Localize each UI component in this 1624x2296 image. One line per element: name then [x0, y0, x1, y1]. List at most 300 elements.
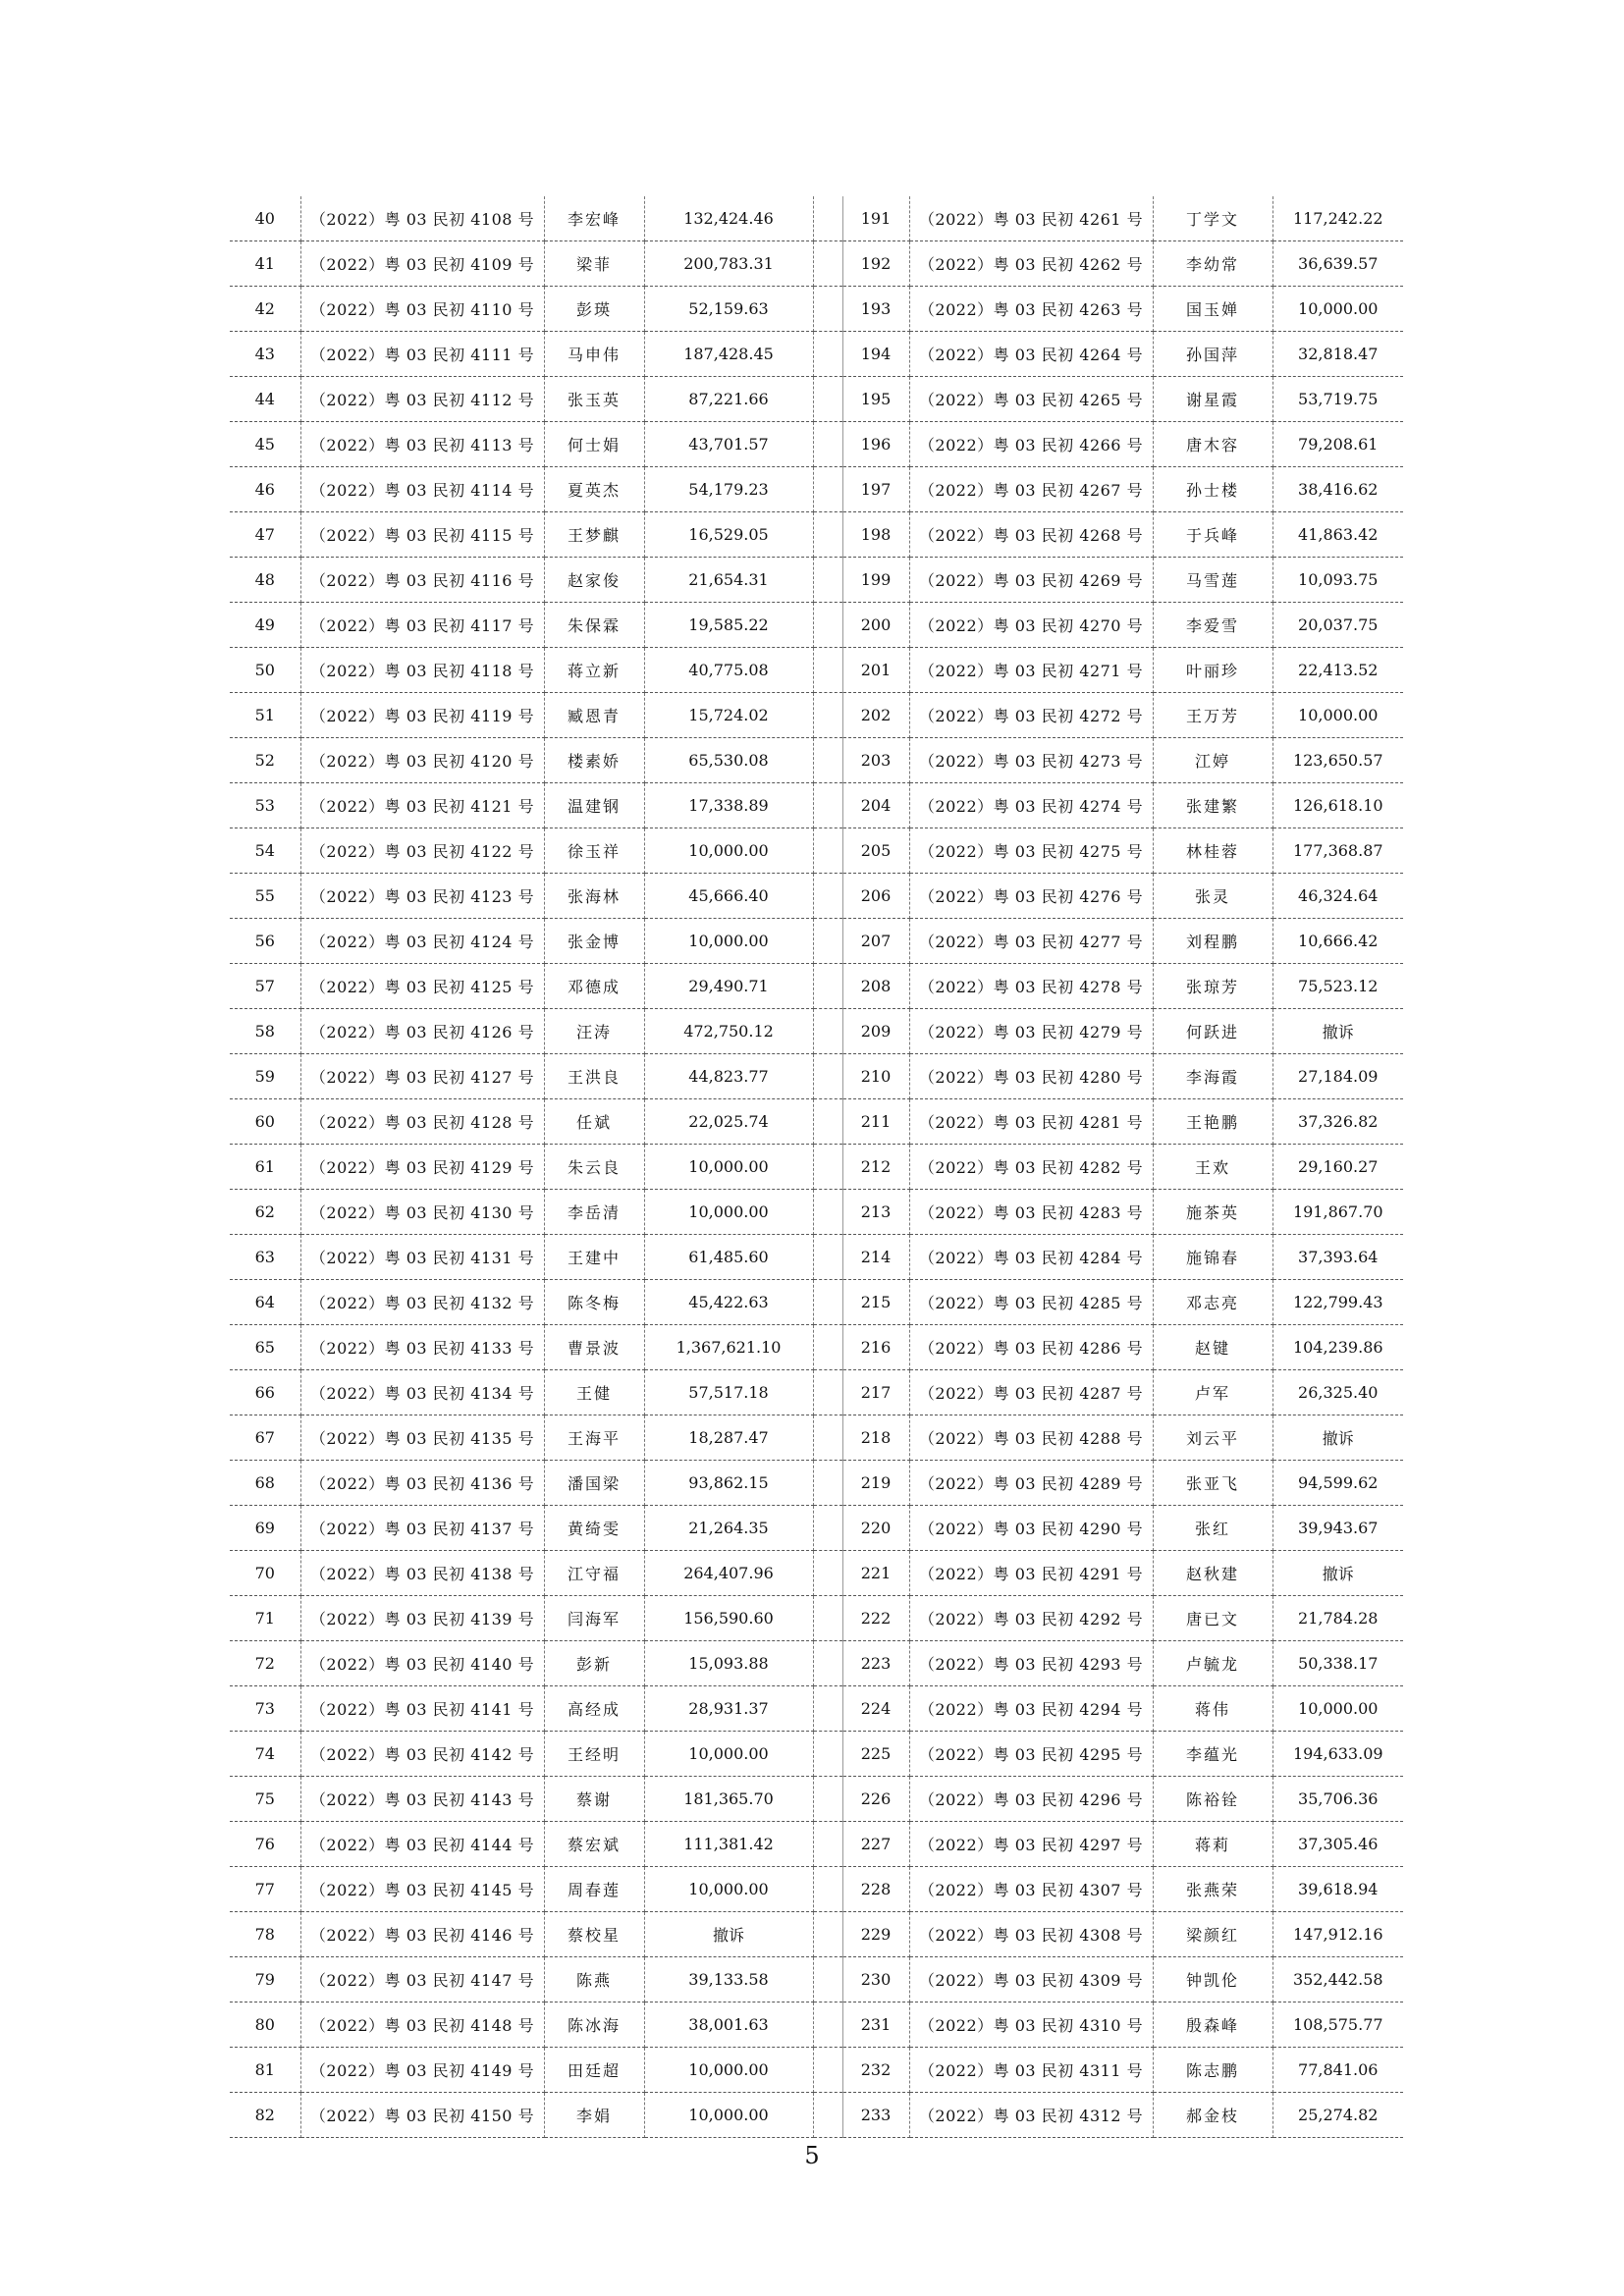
amount-left: 87,221.66 [644, 377, 813, 422]
row-number-right: 229 [842, 1912, 909, 1957]
party-name-right: 于兵峰 [1153, 512, 1272, 558]
party-name-left: 陈燕 [544, 1957, 644, 2002]
party-name-left: 张玉英 [544, 377, 644, 422]
case-number-left: （2022）粤 03 民初 4136 号 [300, 1461, 544, 1506]
row-number-right: 227 [842, 1822, 909, 1867]
column-gap [813, 1777, 842, 1822]
row-number-left: 78 [230, 1912, 300, 1957]
row-number-left: 62 [230, 1190, 300, 1235]
case-number-left: （2022）粤 03 民初 4146 号 [300, 1912, 544, 1957]
table-row [230, 1506, 1403, 1551]
case-number-left: （2022）粤 03 民初 4114 号 [300, 467, 544, 512]
case-number-right: （2022）粤 03 民初 4283 号 [909, 1190, 1153, 1235]
case-number-right: （2022）粤 03 民初 4311 号 [909, 2048, 1153, 2093]
column-gap [813, 1822, 842, 1867]
party-name-right: 卢毓龙 [1153, 1641, 1272, 1686]
case-number-left: （2022）粤 03 民初 4145 号 [300, 1867, 544, 1912]
row-number-left: 67 [230, 1415, 300, 1461]
amount-left: 10,000.00 [644, 1145, 813, 1190]
party-name-left: 王梦麒 [544, 512, 644, 558]
party-name-left: 朱保霖 [544, 603, 644, 648]
row-number-left: 80 [230, 2002, 300, 2048]
case-number-right: （2022）粤 03 民初 4271 号 [909, 648, 1153, 693]
row-number-left: 68 [230, 1461, 300, 1506]
amount-right: 29,160.27 [1272, 1145, 1403, 1190]
amount-right: 22,413.52 [1272, 648, 1403, 693]
table-row [230, 1822, 1403, 1867]
table-row [230, 828, 1403, 874]
party-name-right: 郝金枝 [1153, 2093, 1272, 2138]
column-gap [813, 241, 842, 287]
case-number-right: （2022）粤 03 民初 4284 号 [909, 1235, 1153, 1280]
amount-left: 61,485.60 [644, 1235, 813, 1280]
party-name-left: 彭瑛 [544, 287, 644, 332]
case-number-right: （2022）粤 03 民初 4297 号 [909, 1822, 1153, 1867]
case-number-left: （2022）粤 03 民初 4138 号 [300, 1551, 544, 1596]
table-row [230, 2002, 1403, 2048]
row-number-left: 55 [230, 874, 300, 919]
party-name-right: 张建繁 [1153, 783, 1272, 828]
case-number-right: （2022）粤 03 民初 4268 号 [909, 512, 1153, 558]
column-gap [813, 2002, 842, 2048]
row-number-right: 220 [842, 1506, 909, 1551]
row-number-right: 232 [842, 2048, 909, 2093]
column-gap [813, 1325, 842, 1370]
party-name-left: 温建钢 [544, 783, 644, 828]
row-number-left: 64 [230, 1280, 300, 1325]
table-row [230, 377, 1403, 422]
table-row [230, 558, 1403, 603]
row-number-right: 199 [842, 558, 909, 603]
party-name-right: 钟凯伦 [1153, 1957, 1272, 2002]
column-gap [813, 512, 842, 558]
case-number-left: （2022）粤 03 民初 4113 号 [300, 422, 544, 467]
column-gap [813, 332, 842, 377]
party-name-left: 陈冬梅 [544, 1280, 644, 1325]
row-number-right: 219 [842, 1461, 909, 1506]
case-number-right: （2022）粤 03 民初 4288 号 [909, 1415, 1153, 1461]
case-number-right: （2022）粤 03 民初 4278 号 [909, 964, 1153, 1009]
amount-left: 65,530.08 [644, 738, 813, 783]
row-number-right: 198 [842, 512, 909, 558]
party-name-left: 楼素娇 [544, 738, 644, 783]
row-number-right: 209 [842, 1009, 909, 1054]
amount-right: 46,324.64 [1272, 874, 1403, 919]
row-number-left: 61 [230, 1145, 300, 1190]
amount-right: 104,239.86 [1272, 1325, 1403, 1370]
party-name-left: 王健 [544, 1370, 644, 1415]
table-row [230, 2093, 1403, 2138]
case-number-right: （2022）粤 03 民初 4262 号 [909, 241, 1153, 287]
table-row [230, 1415, 1403, 1461]
row-number-right: 231 [842, 2002, 909, 2048]
amount-right: 53,719.75 [1272, 377, 1403, 422]
case-number-left: （2022）粤 03 民初 4132 号 [300, 1280, 544, 1325]
column-gap [813, 2048, 842, 2093]
table-row [230, 332, 1403, 377]
column-gap [813, 693, 842, 738]
table-row [230, 1190, 1403, 1235]
amount-left: 57,517.18 [644, 1370, 813, 1415]
case-number-right: （2022）粤 03 民初 4294 号 [909, 1686, 1153, 1732]
table-row [230, 1686, 1403, 1732]
amount-left: 22,025.74 [644, 1099, 813, 1145]
case-number-left: （2022）粤 03 民初 4117 号 [300, 603, 544, 648]
case-number-right: （2022）粤 03 民初 4261 号 [909, 196, 1153, 241]
case-number-right: （2022）粤 03 民初 4307 号 [909, 1867, 1153, 1912]
row-number-left: 74 [230, 1732, 300, 1777]
party-name-left: 何士娟 [544, 422, 644, 467]
case-number-left: （2022）粤 03 民初 4125 号 [300, 964, 544, 1009]
case-number-left: （2022）粤 03 民初 4111 号 [300, 332, 544, 377]
column-gap [813, 1461, 842, 1506]
table-row [230, 1732, 1403, 1777]
table-row [230, 648, 1403, 693]
row-number-left: 57 [230, 964, 300, 1009]
row-number-right: 230 [842, 1957, 909, 2002]
amount-left: 21,264.35 [644, 1506, 813, 1551]
party-name-left: 蔡校星 [544, 1912, 644, 1957]
party-name-right: 王欢 [1153, 1145, 1272, 1190]
table-row [230, 603, 1403, 648]
case-number-right: （2022）粤 03 民初 4281 号 [909, 1099, 1153, 1145]
row-number-right: 194 [842, 332, 909, 377]
column-gap [813, 1415, 842, 1461]
party-name-left: 朱云良 [544, 1145, 644, 1190]
party-name-right: 国玉婵 [1153, 287, 1272, 332]
case-number-left: （2022）粤 03 民初 4109 号 [300, 241, 544, 287]
case-number-left: （2022）粤 03 民初 4118 号 [300, 648, 544, 693]
table-row [230, 287, 1403, 332]
amount-left: 10,000.00 [644, 2048, 813, 2093]
amount-right: 10,093.75 [1272, 558, 1403, 603]
amount-left: 17,338.89 [644, 783, 813, 828]
table-row [230, 1325, 1403, 1370]
case-number-right: （2022）粤 03 民初 4308 号 [909, 1912, 1153, 1957]
column-gap [813, 1506, 842, 1551]
case-number-left: （2022）粤 03 民初 4141 号 [300, 1686, 544, 1732]
row-number-right: 196 [842, 422, 909, 467]
amount-left: 28,931.37 [644, 1686, 813, 1732]
row-number-right: 223 [842, 1641, 909, 1686]
case-number-left: （2022）粤 03 民初 4134 号 [300, 1370, 544, 1415]
party-name-left: 田廷超 [544, 2048, 644, 2093]
case-number-left: （2022）粤 03 民初 4124 号 [300, 919, 544, 964]
party-name-right: 李蕴光 [1153, 1732, 1272, 1777]
amount-left: 10,000.00 [644, 828, 813, 874]
party-name-right: 王艳鹏 [1153, 1099, 1272, 1145]
party-name-right: 刘程鹏 [1153, 919, 1272, 964]
party-name-right: 何跃进 [1153, 1009, 1272, 1054]
table-row [230, 1009, 1403, 1054]
table-row [230, 1777, 1403, 1822]
table-row [230, 1912, 1403, 1957]
party-name-left: 张金博 [544, 919, 644, 964]
row-number-left: 76 [230, 1822, 300, 1867]
row-number-left: 75 [230, 1777, 300, 1822]
party-name-left: 王洪良 [544, 1054, 644, 1099]
case-number-right: （2022）粤 03 民初 4279 号 [909, 1009, 1153, 1054]
row-number-left: 66 [230, 1370, 300, 1415]
party-name-right: 孙士楼 [1153, 467, 1272, 512]
row-number-right: 214 [842, 1235, 909, 1280]
party-name-left: 汪涛 [544, 1009, 644, 1054]
party-name-right: 李爱雪 [1153, 603, 1272, 648]
row-number-right: 224 [842, 1686, 909, 1732]
party-name-right: 张红 [1153, 1506, 1272, 1551]
case-number-left: （2022）粤 03 民初 4126 号 [300, 1009, 544, 1054]
party-name-right: 蒋莉 [1153, 1822, 1272, 1867]
case-number-left: （2022）粤 03 民初 4116 号 [300, 558, 544, 603]
row-number-right: 225 [842, 1732, 909, 1777]
party-name-right: 李海霞 [1153, 1054, 1272, 1099]
case-number-left: （2022）粤 03 民初 4133 号 [300, 1325, 544, 1370]
column-gap [813, 964, 842, 1009]
amount-right: 32,818.47 [1272, 332, 1403, 377]
row-number-left: 52 [230, 738, 300, 783]
table-row [230, 1235, 1403, 1280]
party-name-right: 马雪莲 [1153, 558, 1272, 603]
party-name-right: 殷森峰 [1153, 2002, 1272, 2048]
amount-right: 191,867.70 [1272, 1190, 1403, 1235]
amount-left: 21,654.31 [644, 558, 813, 603]
row-number-right: 208 [842, 964, 909, 1009]
case-number-right: （2022）粤 03 民初 4282 号 [909, 1145, 1153, 1190]
row-number-right: 205 [842, 828, 909, 874]
column-gap [813, 422, 842, 467]
party-name-right: 林桂蓉 [1153, 828, 1272, 874]
amount-right: 75,523.12 [1272, 964, 1403, 1009]
column-gap [813, 196, 842, 241]
amount-right: 37,305.46 [1272, 1822, 1403, 1867]
amount-right: 27,184.09 [1272, 1054, 1403, 1099]
case-number-left: （2022）粤 03 民初 4122 号 [300, 828, 544, 874]
page-number: 5 [804, 2142, 820, 2169]
party-name-right: 施茶英 [1153, 1190, 1272, 1235]
amount-left: 10,000.00 [644, 2093, 813, 2138]
column-gap [813, 603, 842, 648]
amount-right: 123,650.57 [1272, 738, 1403, 783]
row-number-left: 79 [230, 1957, 300, 2002]
column-gap [813, 1099, 842, 1145]
row-number-right: 221 [842, 1551, 909, 1596]
case-number-right: （2022）粤 03 民初 4274 号 [909, 783, 1153, 828]
amount-right: 撤诉 [1272, 1009, 1403, 1054]
column-gap [813, 1686, 842, 1732]
case-number-left: （2022）粤 03 民初 4123 号 [300, 874, 544, 919]
amount-left: 38,001.63 [644, 2002, 813, 2048]
row-number-left: 58 [230, 1009, 300, 1054]
column-gap [813, 1912, 842, 1957]
row-number-right: 203 [842, 738, 909, 783]
row-number-left: 47 [230, 512, 300, 558]
case-number-right: （2022）粤 03 民初 4265 号 [909, 377, 1153, 422]
amount-right: 39,618.94 [1272, 1867, 1403, 1912]
row-number-right: 218 [842, 1415, 909, 1461]
row-number-right: 226 [842, 1777, 909, 1822]
case-number-left: （2022）粤 03 民初 4129 号 [300, 1145, 544, 1190]
column-gap [813, 1957, 842, 2002]
row-number-left: 71 [230, 1596, 300, 1641]
column-gap [813, 1009, 842, 1054]
amount-left: 52,159.63 [644, 287, 813, 332]
case-number-left: （2022）粤 03 民初 4110 号 [300, 287, 544, 332]
case-number-right: （2022）粤 03 民初 4276 号 [909, 874, 1153, 919]
party-name-left: 潘国梁 [544, 1461, 644, 1506]
column-gap [813, 1054, 842, 1099]
amount-left: 54,179.23 [644, 467, 813, 512]
column-gap [813, 2093, 842, 2138]
row-number-left: 56 [230, 919, 300, 964]
case-number-left: （2022）粤 03 民初 4130 号 [300, 1190, 544, 1235]
row-number-left: 51 [230, 693, 300, 738]
party-name-right: 孙国萍 [1153, 332, 1272, 377]
column-gap [813, 1370, 842, 1415]
party-name-right: 叶丽珍 [1153, 648, 1272, 693]
amount-right: 35,706.36 [1272, 1777, 1403, 1822]
amount-right: 37,393.64 [1272, 1235, 1403, 1280]
amount-right: 77,841.06 [1272, 2048, 1403, 2093]
party-name-left: 夏英杰 [544, 467, 644, 512]
party-name-right: 李幼常 [1153, 241, 1272, 287]
row-number-left: 42 [230, 287, 300, 332]
case-number-right: （2022）粤 03 民初 4270 号 [909, 603, 1153, 648]
case-number-left: （2022）粤 03 民初 4127 号 [300, 1054, 544, 1099]
amount-left: 187,428.45 [644, 332, 813, 377]
amount-right: 79,208.61 [1272, 422, 1403, 467]
case-number-left: （2022）粤 03 民初 4142 号 [300, 1732, 544, 1777]
table-row [230, 1641, 1403, 1686]
amount-left: 156,590.60 [644, 1596, 813, 1641]
case-number-right: （2022）粤 03 民初 4280 号 [909, 1054, 1153, 1099]
row-number-left: 53 [230, 783, 300, 828]
column-gap [813, 287, 842, 332]
row-number-left: 60 [230, 1099, 300, 1145]
row-number-right: 213 [842, 1190, 909, 1235]
row-number-right: 212 [842, 1145, 909, 1190]
case-number-left: （2022）粤 03 民初 4121 号 [300, 783, 544, 828]
party-name-left: 王建中 [544, 1235, 644, 1280]
amount-left: 132,424.46 [644, 196, 813, 241]
party-name-right: 陈志鹏 [1153, 2048, 1272, 2093]
amount-right: 20,037.75 [1272, 603, 1403, 648]
party-name-left: 江守福 [544, 1551, 644, 1596]
amount-right: 10,666.42 [1272, 919, 1403, 964]
column-gap [813, 467, 842, 512]
party-name-right: 王万芳 [1153, 693, 1272, 738]
amount-left: 264,407.96 [644, 1551, 813, 1596]
case-number-left: （2022）粤 03 民初 4112 号 [300, 377, 544, 422]
party-name-right: 唐木容 [1153, 422, 1272, 467]
amount-left: 10,000.00 [644, 1867, 813, 1912]
row-number-left: 48 [230, 558, 300, 603]
amount-left: 10,000.00 [644, 1190, 813, 1235]
column-gap [813, 783, 842, 828]
table-row [230, 1957, 1403, 2002]
party-name-left: 高经成 [544, 1686, 644, 1732]
amount-left: 111,381.42 [644, 1822, 813, 1867]
row-number-left: 70 [230, 1551, 300, 1596]
party-name-left: 黄绮雯 [544, 1506, 644, 1551]
case-number-left: （2022）粤 03 民初 4135 号 [300, 1415, 544, 1461]
table-row [230, 1551, 1403, 1596]
column-gap [813, 828, 842, 874]
table-row [230, 783, 1403, 828]
row-number-right: 193 [842, 287, 909, 332]
case-number-right: （2022）粤 03 民初 4296 号 [909, 1777, 1153, 1822]
amount-right: 126,618.10 [1272, 783, 1403, 828]
party-name-left: 张海林 [544, 874, 644, 919]
amount-left: 93,862.15 [644, 1461, 813, 1506]
table-row [230, 738, 1403, 783]
row-number-left: 40 [230, 196, 300, 241]
party-name-left: 陈冰海 [544, 2002, 644, 2048]
row-number-right: 202 [842, 693, 909, 738]
row-number-right: 217 [842, 1370, 909, 1415]
case-number-left: （2022）粤 03 民初 4150 号 [300, 2093, 544, 2138]
party-name-right: 张琼芳 [1153, 964, 1272, 1009]
party-name-right: 梁颜红 [1153, 1912, 1272, 1957]
party-name-left: 任斌 [544, 1099, 644, 1145]
party-name-left: 王经明 [544, 1732, 644, 1777]
row-number-right: 206 [842, 874, 909, 919]
amount-left: 29,490.71 [644, 964, 813, 1009]
amount-right: 38,416.62 [1272, 467, 1403, 512]
table-row [230, 919, 1403, 964]
amount-right: 50,338.17 [1272, 1641, 1403, 1686]
row-number-left: 77 [230, 1867, 300, 1912]
party-name-right: 张灵 [1153, 874, 1272, 919]
case-number-right: （2022）粤 03 民初 4287 号 [909, 1370, 1153, 1415]
case-number-left: （2022）粤 03 民初 4147 号 [300, 1957, 544, 2002]
amount-right: 108,575.77 [1272, 2002, 1403, 2048]
party-name-right: 张亚飞 [1153, 1461, 1272, 1506]
party-name-right: 刘云平 [1153, 1415, 1272, 1461]
row-number-right: 222 [842, 1596, 909, 1641]
amount-right: 25,274.82 [1272, 2093, 1403, 2138]
party-name-left: 徐玉祥 [544, 828, 644, 874]
column-gap [813, 874, 842, 919]
party-name-left: 邓德成 [544, 964, 644, 1009]
column-gap [813, 738, 842, 783]
case-number-left: （2022）粤 03 民初 4149 号 [300, 2048, 544, 2093]
table-row [230, 196, 1403, 241]
case-number-right: （2022）粤 03 民初 4286 号 [909, 1325, 1153, 1370]
case-number-right: （2022）粤 03 民初 4285 号 [909, 1280, 1153, 1325]
row-number-left: 59 [230, 1054, 300, 1099]
table-row [230, 1280, 1403, 1325]
party-name-left: 曹景波 [544, 1325, 644, 1370]
column-gap [813, 648, 842, 693]
amount-right: 352,442.58 [1272, 1957, 1403, 2002]
amount-left: 1,367,621.10 [644, 1325, 813, 1370]
amount-right: 36,639.57 [1272, 241, 1403, 287]
row-number-left: 73 [230, 1686, 300, 1732]
party-name-left: 蔡谢 [544, 1777, 644, 1822]
amount-right: 26,325.40 [1272, 1370, 1403, 1415]
amount-left: 45,422.63 [644, 1280, 813, 1325]
row-number-left: 82 [230, 2093, 300, 2138]
amount-right: 117,242.22 [1272, 196, 1403, 241]
amount-right: 39,943.67 [1272, 1506, 1403, 1551]
party-name-left: 臧恩青 [544, 693, 644, 738]
case-number-right: （2022）粤 03 民初 4275 号 [909, 828, 1153, 874]
row-number-right: 211 [842, 1099, 909, 1145]
table-row [230, 1099, 1403, 1145]
case-number-left: （2022）粤 03 民初 4137 号 [300, 1506, 544, 1551]
case-number-left: （2022）粤 03 民初 4108 号 [300, 196, 544, 241]
party-name-left: 马申伟 [544, 332, 644, 377]
